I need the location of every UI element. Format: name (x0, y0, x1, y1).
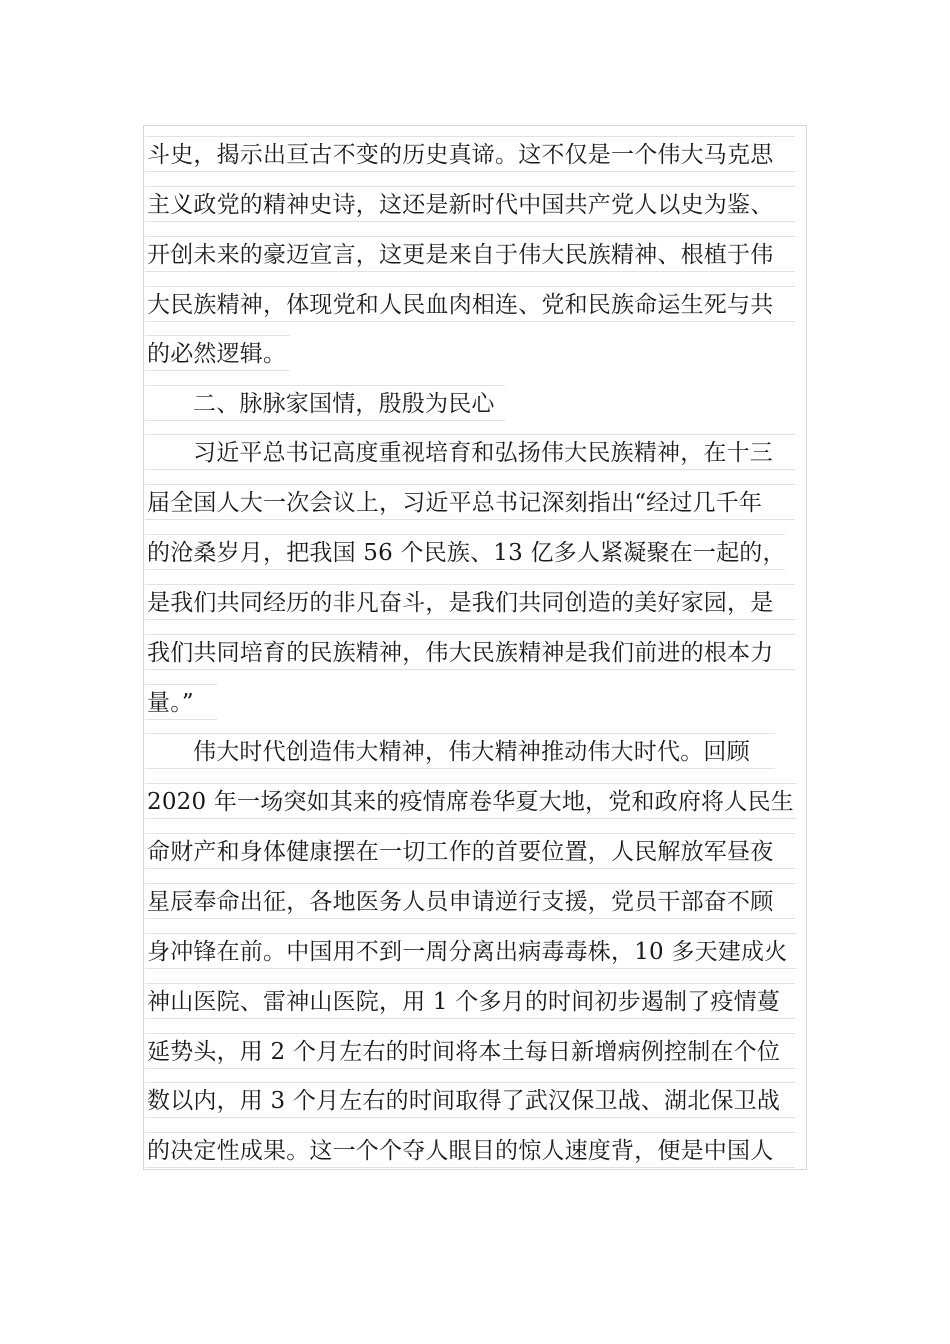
body-line-12: 量。” (145, 684, 217, 720)
body-line-2: 主义政党的精神史诗，这还是新时代中国共产党人以史为鉴、 (145, 186, 795, 222)
body-line-20: 数以内，用 3 个月左右的时间取得了武汉保卫战、湖北保卫战 (145, 1082, 795, 1118)
body-line-19: 延势头，用 2 个月左右的时间将本土每日新增病例控制在个位 (145, 1033, 795, 1069)
body-line-3: 开创未来的豪迈宣言，这更是来自于伟大民族精神、根植于伟 (145, 236, 795, 272)
body-line-5: 的必然逻辑。 (145, 335, 290, 371)
body-line-4: 大民族精神，体现党和人民血肉相连、党和民族命运生死与共 (145, 286, 795, 322)
body-line-9: 的沧桑岁月，把我国 56 个民族、13 亿多人紧凝聚在一起的， (145, 534, 785, 570)
body-line-1: 斗史，揭示出亘古不变的历史真谛。这不仅是一个伟大马克思 (145, 136, 795, 172)
body-line-13: 伟大时代创造伟大精神，伟大精神推动伟大时代。回顾 (145, 733, 775, 769)
section-heading: 二、脉脉家国情，殷殷为民心 (145, 385, 505, 421)
body-line-10: 是我们共同经历的非凡奋斗，是我们共同创造的美好家园，是 (145, 584, 795, 620)
body-line-21: 的决定性成果。这一个个夺人眼目的惊人速度背，便是中国人 (145, 1132, 795, 1168)
body-line-17: 身冲锋在前。中国用不到一周分离出病毒毒株，10 多天建成火 (145, 933, 797, 969)
body-line-7: 习近平总书记高度重视培育和弘扬伟大民族精神，在十三 (145, 434, 795, 470)
body-line-16: 星辰奉命出征，各地医务人员申请逆行支援，党员干部奋不顾 (145, 883, 795, 919)
body-line-15: 命财产和身体健康摆在一切工作的首要位置，人民解放军昼夜 (145, 833, 795, 869)
body-line-14: 2020 年一场突如其来的疫情席卷华夏大地，党和政府将人民生 (145, 783, 797, 819)
body-line-18: 神山医院、雷神山医院，用 1 个多月的时间初步遏制了疫情蔓 (145, 983, 795, 1019)
body-line-8: 届全国人大一次会议上，习近平总书记深刻指出“经过几千年 (145, 484, 795, 520)
body-line-11: 我们共同培育的民族精神，伟大民族精神是我们前进的根本力 (145, 634, 795, 670)
